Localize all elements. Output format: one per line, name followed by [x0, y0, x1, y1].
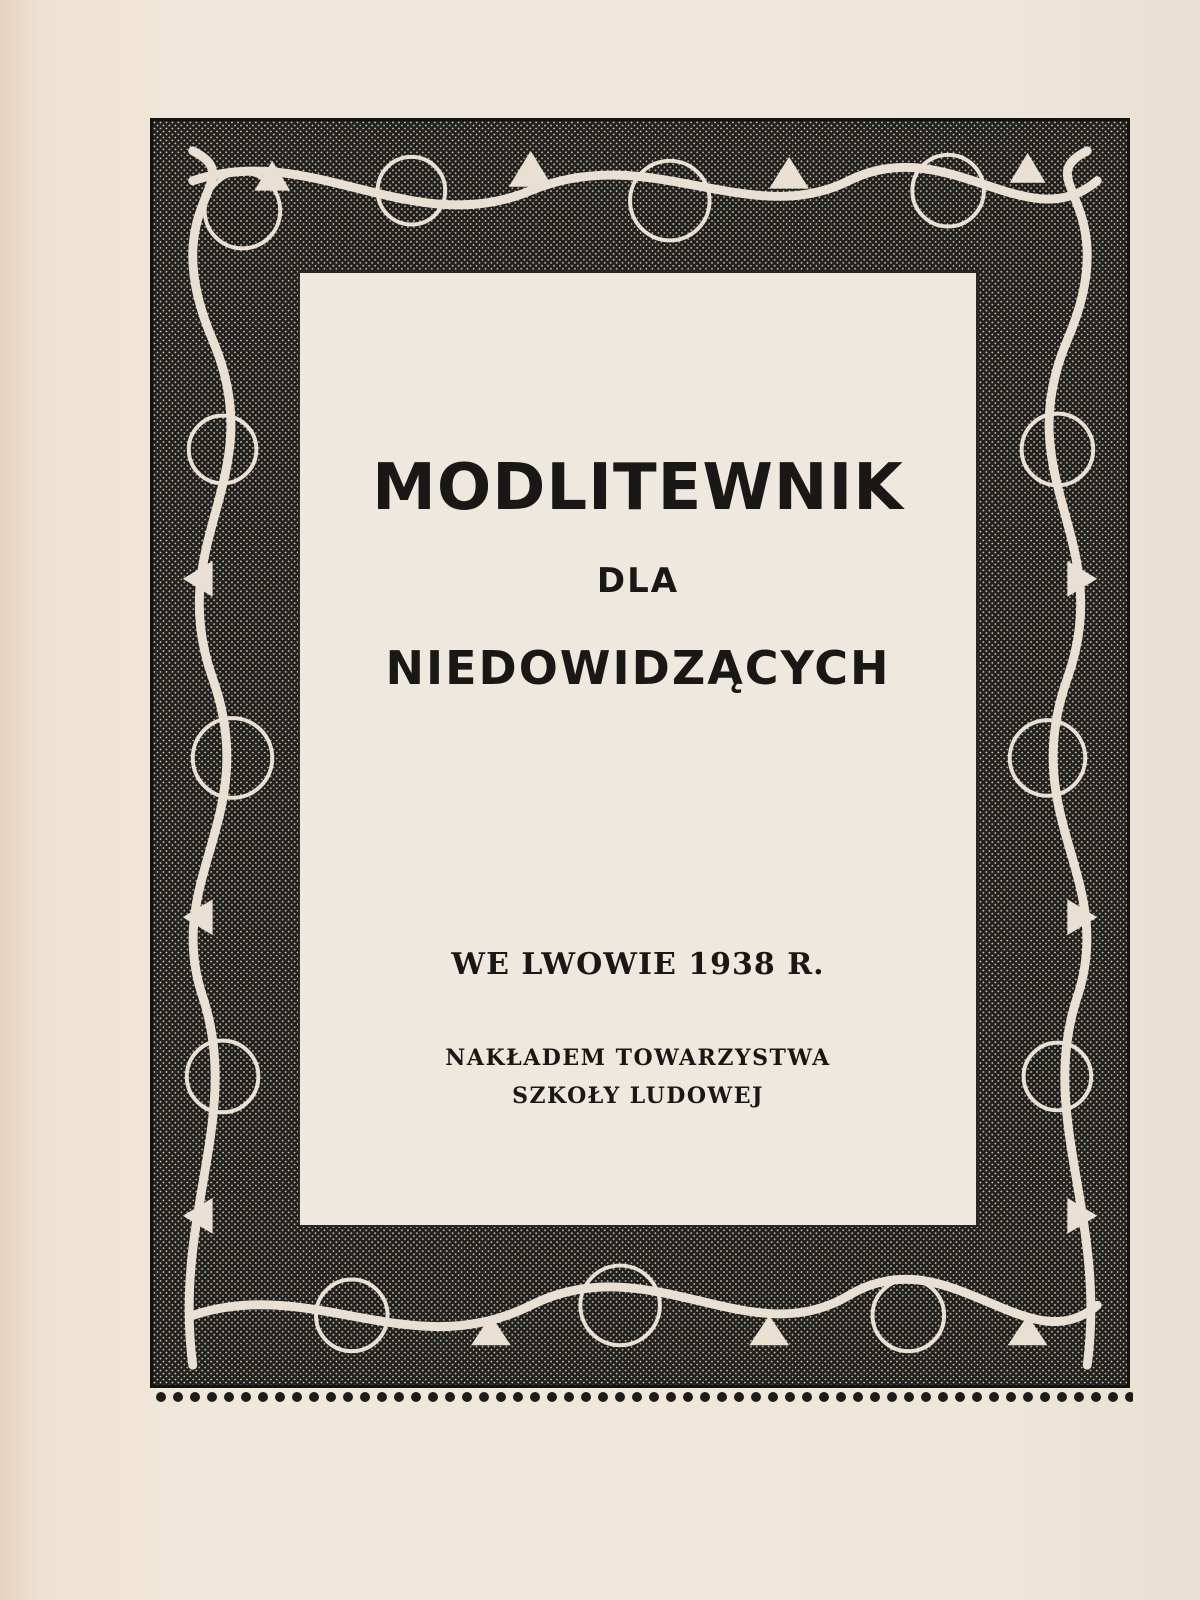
title-line-2: DLA [596, 561, 680, 601]
title-panel [298, 271, 978, 1227]
publisher-line-2: SZKOŁY LUDOWEJ [512, 1083, 764, 1109]
title-line-3: NIEDOWIDZĄCYCH [385, 641, 891, 695]
bead-border-icon [153, 1387, 1133, 1407]
ornamental-border [150, 118, 1130, 1388]
publisher-line-1: NAKŁADEM TOWARZYSTWA [445, 1045, 831, 1071]
place-year: WE LWOWIE 1938 R. [451, 947, 825, 982]
title-line-1: MODLITEWNIK [372, 451, 904, 525]
